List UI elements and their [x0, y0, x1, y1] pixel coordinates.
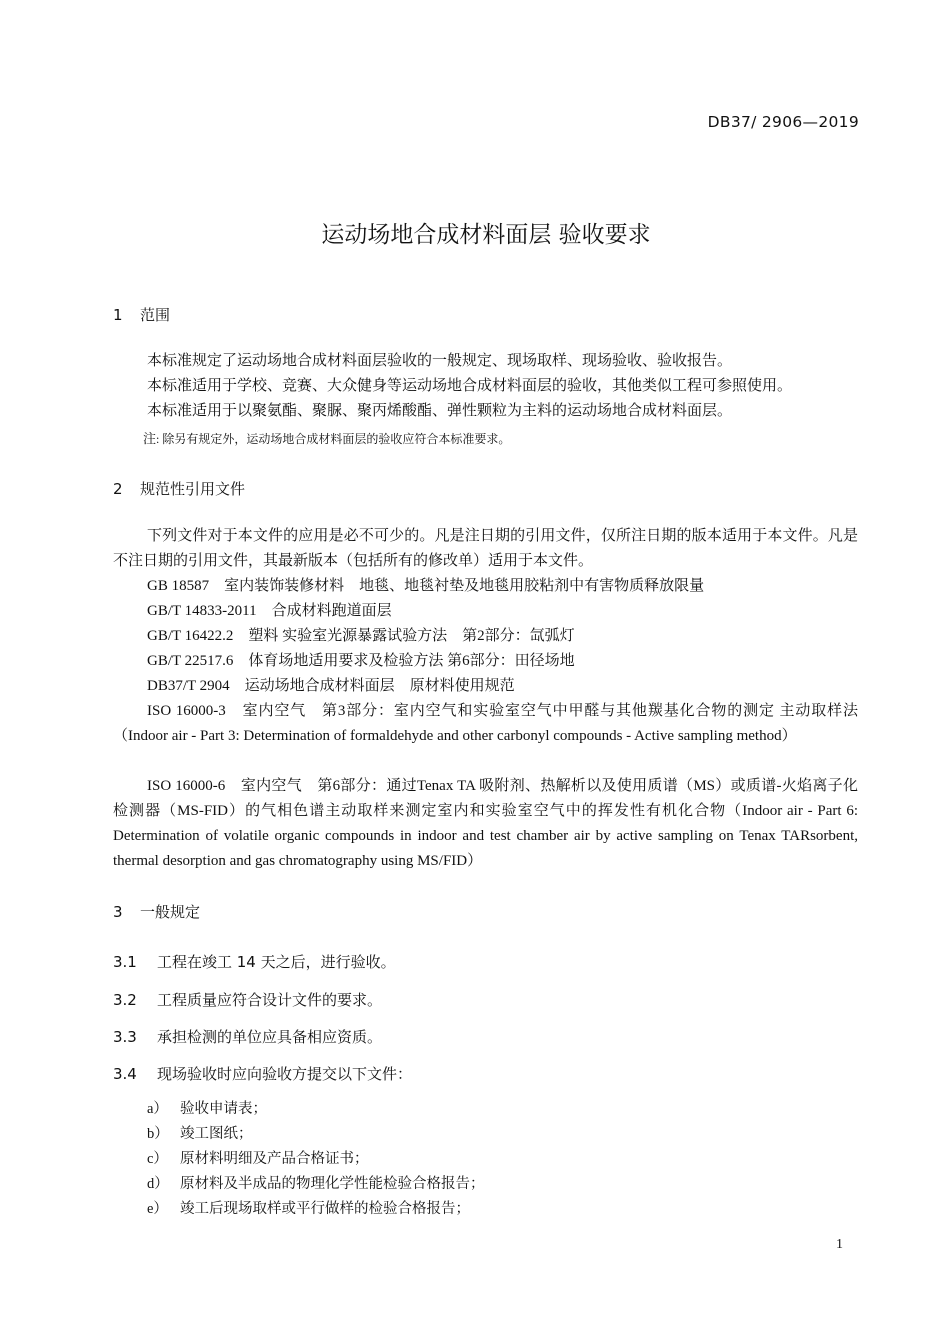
scope-note: [143, 428, 510, 447]
reference-item: [147, 574, 704, 599]
reference-code: GB/T 14833-2011: [147, 603, 257, 619]
list-item: [147, 1147, 369, 1172]
list-item: [147, 1097, 267, 1122]
list-marker: c）: [147, 1151, 168, 1167]
reference-title: 体育场地适用要求及检验方法 第6部分：田径场地: [248, 653, 575, 669]
document-title: 运动场地合成材料面层 验收要求: [321, 222, 651, 248]
list-marker: d）: [147, 1176, 169, 1192]
reference-item: [147, 674, 515, 699]
list-item: [147, 1122, 253, 1147]
clause-3-1: [113, 951, 396, 972]
list-marker: e）: [147, 1201, 168, 1217]
section-number: 3: [113, 903, 123, 921]
reference-code: GB/T 16422.2: [147, 628, 234, 644]
section-number: 1: [113, 306, 123, 324]
list-text: 竣工后现场取样或平行做样的检验合格报告；: [180, 1201, 470, 1217]
reference-code: ISO 16000-6: [147, 778, 226, 794]
reference-code: GB/T 22517.6: [147, 653, 234, 669]
section-heading-normative-references: [113, 478, 245, 499]
reference-item: [113, 699, 858, 749]
clause-text: 承担检测的单位应具备相应资质。: [157, 1028, 383, 1046]
scope-paragraph: 本标准适用于学校、竞赛、大众健身等运动场地合成材料面层的验收，其他类似工程可参照使用。: [147, 378, 793, 394]
scope-paragraph: 本标准规定了运动场地合成材料面层验收的一般规定、现场取样、现场验收、验收报告。: [147, 353, 733, 369]
clause-number: 3.2: [113, 991, 137, 1009]
reference-code: GB 18587: [147, 578, 210, 594]
section-heading-scope: [113, 304, 170, 325]
list-marker: b）: [147, 1126, 169, 1142]
clause-3-2: [113, 989, 382, 1010]
note-label: 注: [143, 432, 157, 447]
reference-item: [147, 624, 575, 649]
list-marker: a）: [147, 1101, 168, 1117]
list-text: 原材料明细及产品合格证书；: [180, 1151, 369, 1167]
reference-title: 室内空气 第3部分：室内空气和实验室空气中甲醛与其他羰基化合物的测定 主动取样法（Indoor air - Part 3: Determination of formaldehyde and other carbonyl compounds - Active sampling method）: [113, 703, 858, 744]
reference-item: [147, 649, 575, 674]
section-title: 规范性引用文件: [140, 480, 246, 498]
reference-title: 运动场地合成材料面层 原材料使用规范: [244, 678, 515, 694]
reference-title: 室内空气 第6部分：通过Tenax TA 吸附剂、热解析以及使用质谱（MS）或质谱-火焰离子化检测器（MS-FID）的气相色谱主动取样来测定室内和实验室空气中的挥发性有机化合物（Indoor air - Part 6: Determination of volatile organic compounds in indoor and test chamber air by active sampling on Tenax TARsorbent, thermal desorption and gas chromatography using MS/FID）: [113, 778, 858, 869]
list-item: [147, 1197, 470, 1222]
reference-code: DB37/T 2904: [147, 678, 230, 694]
section-title: 一般规定: [140, 903, 201, 921]
reference-item: [147, 599, 392, 624]
references-intro: 下列文件对于本文件的应用是必不可少的。凡是注日期的引用文件，仅所注日期的版本适用于本文件。凡是不注日期的引用文件，其最新版本（包括所有的修改单）适用于本文件。: [113, 528, 858, 569]
scope-paragraph: 本标准适用于以聚氨酯、聚脲、聚丙烯酸酯、弹性颗粒为主料的运动场地合成材料面层。: [147, 403, 733, 419]
clause-text: 现场验收时应向验收方提交以下文件：: [157, 1065, 413, 1083]
list-item: [147, 1172, 485, 1197]
document-code: DB37/ 2906—2019: [707, 113, 859, 131]
note-text: : 除另有规定外，运动场地合成材料面层的验收应符合本标准要求。: [156, 432, 511, 446]
section-title: 范围: [140, 306, 171, 324]
page-number: 1: [836, 1237, 843, 1252]
reference-item: [113, 774, 858, 874]
section-number: 2: [113, 480, 123, 498]
section-heading-general-provisions: [113, 901, 200, 922]
clause-text: 工程质量应符合设计文件的要求。: [157, 991, 383, 1009]
clause-text: 工程在竣工 14 天之后，进行验收。: [157, 953, 396, 971]
reference-title: 塑料 实验室光源暴露试验方法 第2部分：氙弧灯: [248, 628, 575, 644]
clause-number: 3.4: [113, 1065, 137, 1083]
clause-3-4: [113, 1063, 412, 1084]
list-text: 验收申请表；: [180, 1101, 267, 1117]
clause-number: 3.3: [113, 1028, 137, 1046]
reference-title: 室内装饰装修材料 地毯、地毯衬垫及地毯用胶粘剂中有害物质释放限量: [224, 578, 705, 594]
reference-title: 合成材料跑道面层: [271, 603, 392, 619]
list-text: 竣工图纸；: [180, 1126, 253, 1142]
clause-number: 3.1: [113, 953, 137, 971]
reference-code: ISO 16000-3: [147, 703, 226, 719]
list-text: 原材料及半成品的物理化学性能检验合格报告；: [180, 1176, 485, 1192]
clause-3-3: [113, 1026, 382, 1047]
